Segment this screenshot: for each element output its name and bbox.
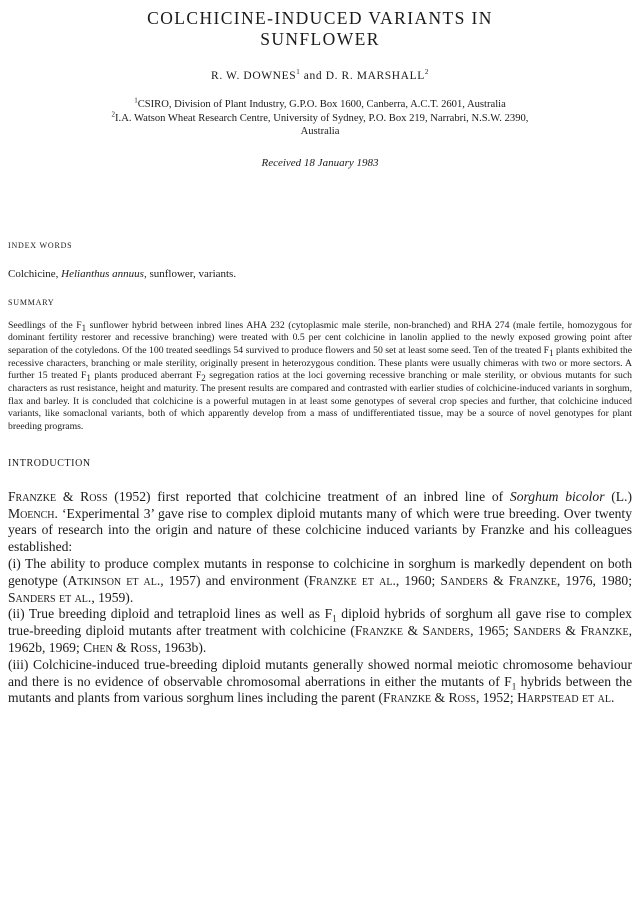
subscript: 1 [549, 347, 554, 358]
citation: Harpstead et al. [517, 690, 615, 706]
citation: Franzke & Ross [8, 488, 108, 504]
summary-text: Seedlings of the F [8, 319, 82, 331]
intro-text: (i) The ability to produce complex mutants in response to colchicine in sorghum is markedly dependent on both genotype ( [8, 556, 632, 588]
citation: Moench [8, 505, 55, 521]
author-1-mark: 1 [296, 68, 301, 77]
subscript: 1 [332, 614, 337, 625]
author-conjunction: and [303, 70, 323, 82]
intro-text: , 1957) and environment ( [160, 572, 309, 588]
summary-text: plants exhibited the recessive characters, branching or male sterility, originally present in heterozygous condition. These plants were usually chimeras with two or more sectors. A further 15 treated F [8, 344, 632, 382]
author-1: R. W. DOWNES [211, 70, 297, 82]
summary-text: plants produced aberrant F [90, 370, 202, 382]
citation: Sanders & Franzke [440, 572, 557, 588]
intro-text: . ‘Experimental 3’ gave rise to complex diploid mutants many of which were true breeding. Over twenty years of research into the origin and nature of these colchicine induced variants by Franzke and his colleagues established: [8, 505, 632, 555]
intro-text: , 1960; [395, 572, 441, 588]
author-2: D. R. MARSHALL [325, 70, 425, 82]
intro-text: , 1963b). [157, 640, 207, 655]
intro-text: (L.) [604, 488, 632, 504]
intro-text: (ii) True breeding diploid and tetraploid lines as well as F [8, 606, 333, 622]
summary-heading: SUMMARY [8, 297, 55, 307]
paper-title [8, 8, 632, 50]
affiliation-2-text: I.A. Watson Wheat Research Centre, University of Sydney, P.O. Box 219, Narrabri, N.S.W. 2390, [115, 112, 529, 124]
introduction-body [8, 489, 632, 707]
paper-page [0, 8, 640, 908]
intro-text: (1952) first reported that colchicine treatment of an inbred line of [107, 488, 510, 504]
summary-paragraph [8, 320, 632, 434]
intro-text: , 1962b, 1969; [8, 623, 632, 655]
intro-text: , 1952; [475, 690, 518, 706]
intro-text: , 1959). [91, 589, 134, 605]
index-words-heading: INDEX WORDS [8, 240, 73, 250]
title-line-1: COLCHICINE-INDUCED VARIANTS IN [147, 8, 493, 28]
species-name: Sorghum bicolor [509, 488, 605, 504]
subscript: 1 [86, 373, 91, 384]
citation: Atkinson et al. [67, 572, 161, 588]
affiliation-1 [8, 98, 632, 112]
author-2-mark: 2 [424, 68, 429, 77]
index-words [8, 268, 632, 280]
citation: Chen & Ross [83, 640, 158, 655]
summary-text: sunflower hybrid between inbred lines AHA 232 (cytoplasmic male sterile, non-branched) and RHA 274 (male fertile, homozygous for dominant fertility restorer and recessive branching) were treated with 0.5 per cent colchicine in lanolin applied to the newly exposed growing point after separation of the cotyledons. Of the 100 treated seedlings 54 survived to produce flowers and 50 set at least some seed. Ten of the treated F [8, 319, 632, 356]
keyword-rest: , sunflower, variants. [143, 267, 237, 280]
intro-text: hybrids between the mutants and plants from various sorghum lines including the parent ( [8, 673, 632, 706]
title-line-2: SUNFLOWER [260, 29, 380, 49]
citation: Franzke & Ross [383, 690, 476, 706]
citation: Franzke & Sanders [354, 623, 471, 639]
citation: Franzke et al. [308, 572, 396, 588]
affiliation-2 [8, 109, 632, 126]
keyword-helianthus: Helianthus annuus [61, 267, 144, 280]
affiliations [8, 98, 632, 139]
affiliation-1-mark: 1 [134, 96, 138, 105]
received-date: Received 18 January 1983 [261, 156, 379, 169]
subscript: 2 [201, 373, 206, 384]
intro-text: (iii) Colchicine-induced true-breeding diploid mutants generally showed normal meiotic chromosome behaviour and there is no evidence of observable chromosomal aberrations in either the mutants of F [8, 656, 632, 689]
keyword-colchicine: Colchicine, [8, 267, 62, 280]
affiliation-2-mark: 2 [111, 109, 116, 118]
subscript: 1 [81, 322, 87, 333]
introduction-heading: INTRODUCTION [8, 457, 91, 469]
author-line [8, 70, 632, 82]
affiliation-1-text: CSIRO, Division of Plant Industry, G.P.O. Box 1600, Canberra, A.C.T. 2601, Australia [137, 99, 506, 110]
citation: Sanders & Franzke [513, 623, 629, 639]
intro-text: diploid hybrids of sorghum all gave rise to complex true-breeding diploid mutants after treatment with colchicine ( [8, 606, 632, 639]
citation: Sanders et al. [8, 589, 92, 605]
intro-text: , 1965; [470, 623, 514, 639]
affiliation-2-cont: Australia [300, 126, 340, 137]
summary-text: segregation ratios at the loci governing recessive branching or male sterility, or obvious mutants for such characters as rust resistance, height and maturity. The present results are compared and contrasted with earlier studies of colchicine-induced variants in sorghum, flax and barley. It is concluded that colchicine is a powerful mutagen in at least some genotypes of several crop species and further, that colchicine induced variants, like somaclonal variants, both of which apparently develop from a mass of undifferentiated tissue, may be a source of novel genotypes for plant breeding programs. [8, 370, 632, 433]
subscript: 1 [511, 681, 517, 692]
intro-text: , 1976, 1980; [556, 572, 632, 588]
